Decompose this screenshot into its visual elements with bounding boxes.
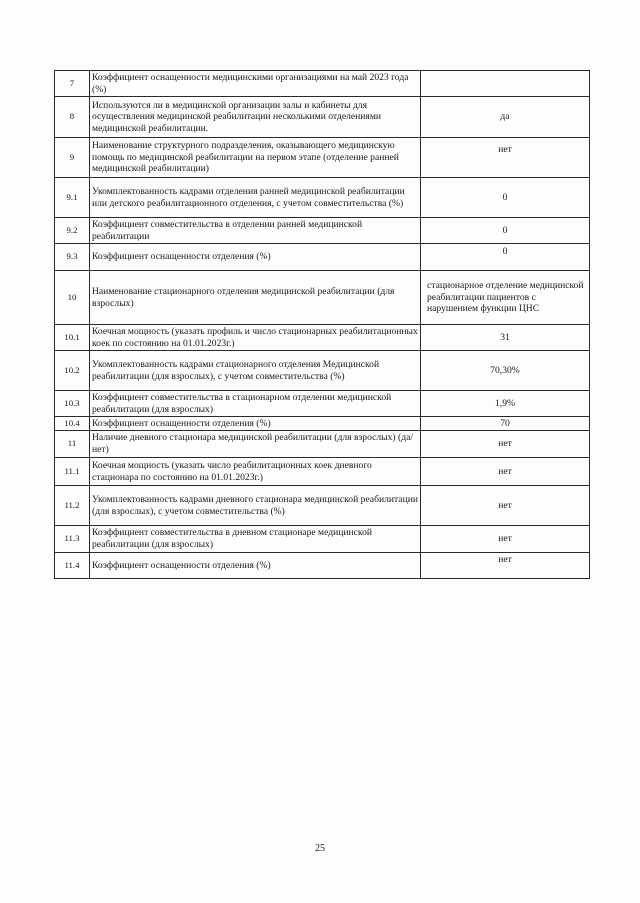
- table-row: [55, 458, 590, 486]
- table-row: [55, 431, 590, 458]
- row-number: 10.4: [55, 417, 90, 431]
- row-description: Укомплектованность кадрами дневного стационара медицинской реабилитации (для взрослых), с учетом совместительства (%): [90, 486, 421, 526]
- row-number: 11.1: [55, 458, 90, 486]
- row-description: Наименование структурного подразделения, оказывающего медицинскую помощь по медицинской реабилитации на первом этапе (отделение ранней медицинской реабилитации): [90, 138, 421, 178]
- row-value: [421, 71, 590, 97]
- row-value: 0: [421, 244, 590, 271]
- row-number: 11.2: [55, 486, 90, 526]
- row-number: 9.3: [55, 244, 90, 271]
- row-description: Коэффициент совместительства в отделении ранней медицинской реабилитации: [90, 218, 421, 244]
- table-row: [55, 271, 590, 325]
- row-number: 8: [55, 97, 90, 138]
- row-number: 10.1: [55, 325, 90, 351]
- row-value: 0: [421, 218, 590, 244]
- row-value: да: [421, 97, 590, 138]
- row-value: нет: [421, 138, 590, 178]
- table-row: [55, 391, 590, 417]
- row-value: стационарное отделение медицинской реабилитации пациентов с нарушением функции ЦНС: [421, 271, 590, 325]
- row-description: Коечная мощность (указать профиль и число стационарных реабилитационных коек по состоянию на 01.01.2023г.): [90, 325, 421, 351]
- row-description: Коэффициент совместительства в дневном стационаре медицинской реабилитации (для взрослых): [90, 526, 421, 553]
- indicator-table: [54, 70, 590, 579]
- row-value: нет: [421, 458, 590, 486]
- row-value: 1,9%: [421, 391, 590, 417]
- table-row: [55, 218, 590, 244]
- table-row: [55, 417, 590, 431]
- row-value: 70,30%: [421, 351, 590, 391]
- row-value: 31: [421, 325, 590, 351]
- row-description: Коэффициент оснащенности отделения (%): [90, 244, 421, 271]
- row-number: 9.1: [55, 178, 90, 218]
- table-row: [55, 351, 590, 391]
- row-number: 11.4: [55, 553, 90, 579]
- row-number: 9.2: [55, 218, 90, 244]
- row-number: 10.2: [55, 351, 90, 391]
- row-number: 11.3: [55, 526, 90, 553]
- row-description: Укомплектованность кадрами отделения ранней медицинской реабилитации или детского реабилитационного отделения, с учетом совместительства (%): [90, 178, 421, 218]
- row-description: Коэффициент оснащенности отделения (%): [90, 417, 421, 431]
- table-row: [55, 325, 590, 351]
- row-description: Коэффициент оснащенности медицинскими организациями на май 2023 года (%): [90, 71, 421, 97]
- row-description: Наименование стационарного отделения медицинской реабилитации (для взрослых): [90, 271, 421, 325]
- table-row: [55, 526, 590, 553]
- row-description: Укомплектованность кадрами стационарного отделения Медицинской реабилитации (для взрослых), с учетом совместительства (%): [90, 351, 421, 391]
- table-row: [55, 178, 590, 218]
- row-description: Коэффициент оснащенности отделения (%): [90, 553, 421, 579]
- row-number: 11: [55, 431, 90, 458]
- row-description: Наличие дневного стационара медицинской реабилитации (для взрослых) (да/нет): [90, 431, 421, 458]
- table-row: [55, 244, 590, 271]
- page-number: 25: [315, 843, 325, 854]
- table-row: [55, 553, 590, 579]
- table-row: [55, 97, 590, 138]
- row-description: Используются ли в медицинской организации залы и кабинеты для осуществления медицинской реабилитации несколькими отделениями медицинской реабилитации.: [90, 97, 421, 138]
- row-description: Коэффициент совместительства в стационарном отделении медицинской реабилитации (для взрослых): [90, 391, 421, 417]
- row-value: 0: [421, 178, 590, 218]
- row-value: нет: [421, 526, 590, 553]
- row-value: 70: [421, 417, 590, 431]
- row-value: нет: [421, 486, 590, 526]
- row-number: 7: [55, 71, 90, 97]
- row-number: 9: [55, 138, 90, 178]
- table-row: [55, 138, 590, 178]
- row-number: 10.3: [55, 391, 90, 417]
- table-row: [55, 486, 590, 526]
- row-description: Коечная мощность (указать число реабилитационных коек дневного стационара по состоянию на 01.01.2023г.): [90, 458, 421, 486]
- table-row: [55, 71, 590, 97]
- row-value: нет: [421, 431, 590, 458]
- row-value: нет: [421, 553, 590, 579]
- row-number: 10: [55, 271, 90, 325]
